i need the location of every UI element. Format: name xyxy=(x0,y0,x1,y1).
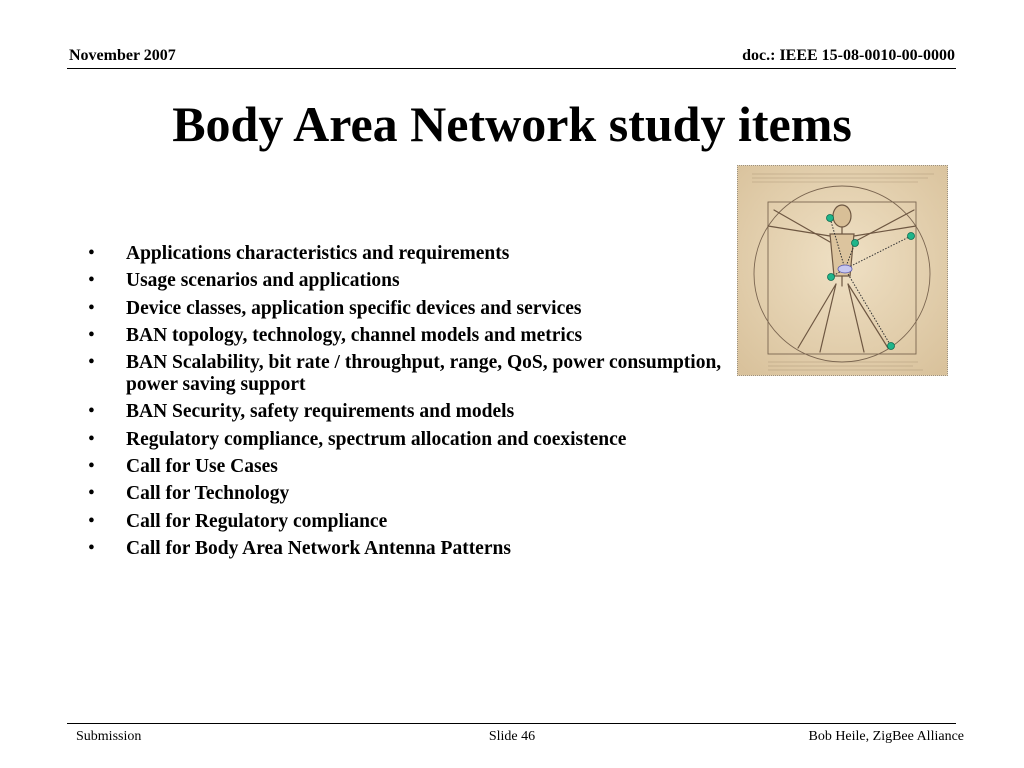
bullet-item xyxy=(88,243,728,265)
bullet-text: BAN Security, safety requirements and models xyxy=(126,401,515,423)
bullet-text: Call for Body Area Network Antenna Patterns xyxy=(126,537,511,559)
bullet-dot: • xyxy=(88,297,95,319)
bullet-dot: • xyxy=(88,456,95,478)
bullet-text: Call for Regulatory compliance xyxy=(126,510,388,532)
bullet-item xyxy=(88,511,728,533)
vitruvian-man-drawing xyxy=(738,166,948,376)
bullet-text: Applications characteristics and requirements xyxy=(126,243,510,264)
bullet-text: BAN Scalability, bit rate / throughput, range, QoS, power consumption, power saving support xyxy=(126,352,722,396)
sensor-node-foot xyxy=(888,343,895,350)
bullet-text: Usage scenarios and applications xyxy=(126,270,400,292)
bullet-dot: • xyxy=(88,483,95,505)
bullet-item xyxy=(88,401,728,423)
footer-rule xyxy=(67,723,956,724)
footer-author: Bob Heile, ZigBee Alliance xyxy=(808,729,964,744)
header-rule xyxy=(67,68,956,69)
bullet-item xyxy=(88,352,728,396)
bullet-text: BAN topology, technology, channel models and metrics xyxy=(126,324,583,346)
header-doc-id: doc.: IEEE 15-08-0010-00-0000 xyxy=(742,47,955,64)
bullet-dot: • xyxy=(88,510,95,532)
bullet-dot: • xyxy=(88,428,95,450)
bullet-dot: • xyxy=(88,401,95,423)
bullet-dot: • xyxy=(88,537,95,559)
bullet-item xyxy=(88,538,728,560)
bullet-text: Call for Technology xyxy=(126,483,290,505)
header-date: November 2007 xyxy=(69,47,176,64)
bullet-text: Device classes, application specific devices and services xyxy=(126,297,582,319)
footer-submission: Submission xyxy=(76,729,142,744)
hub-node xyxy=(838,265,852,273)
bullet-item xyxy=(88,325,728,347)
vitruvian-man-figure xyxy=(737,165,948,376)
bullet-item xyxy=(88,456,728,478)
slide-title: Body Area Network study items xyxy=(172,96,852,152)
sensor-node-head xyxy=(827,215,834,222)
bullet-item xyxy=(88,298,728,320)
bullet-text: Call for Use Cases xyxy=(126,456,278,478)
bullet-dot: • xyxy=(88,352,95,374)
bullet-list xyxy=(88,243,728,565)
bullet-dot: • xyxy=(88,270,95,292)
bullet-text: Regulatory compliance, spectrum allocation and coexistence xyxy=(126,428,627,450)
sensor-node-chest xyxy=(852,240,859,247)
bullet-item xyxy=(88,270,728,292)
bullet-item xyxy=(88,429,728,451)
sensor-node-hand xyxy=(908,233,915,240)
footer-slide-number: Slide 46 xyxy=(488,729,536,744)
bullet-dot: • xyxy=(88,324,95,346)
bullet-item xyxy=(88,483,728,505)
sensor-node-waist xyxy=(828,274,835,281)
bullet-dot: • xyxy=(88,243,95,264)
